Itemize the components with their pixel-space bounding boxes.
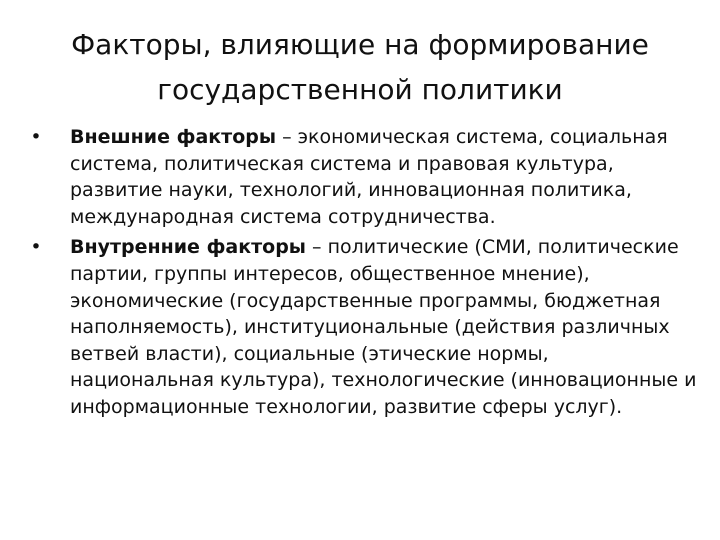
bullet-external-factors <box>28 124 698 230</box>
bullet-icon: • <box>30 236 42 259</box>
bullet-internal-factors <box>28 234 698 420</box>
bullet-list <box>28 124 698 425</box>
slide-title-line-2: государственной политики <box>157 73 563 106</box>
bullet-text-internal: – политические (СМИ, политические партии, группы интересов, общественное мнение), экономические (государственные программы, бюджетная наполняемость), институциональные (действия различных ветвей власти), социальные (этические нормы, национальная культура), технологические (инновационные и информационные технологии, развитие сферы услуг). <box>70 236 697 418</box>
bullet-term-internal: Внутренние факторы <box>70 236 306 259</box>
slide-title <box>40 22 680 112</box>
bullet-term-external: Внешние факторы <box>70 126 277 148</box>
bullet-icon: • <box>30 126 42 148</box>
slide-title-line-1: Факторы, влияющие на формирование <box>71 28 649 61</box>
bullet-text-external: – экономическая система, социальная система, политическая система и правовая культура, развитие науки, технологий, инновационная политика, международная система сотрудничества. <box>70 126 668 228</box>
